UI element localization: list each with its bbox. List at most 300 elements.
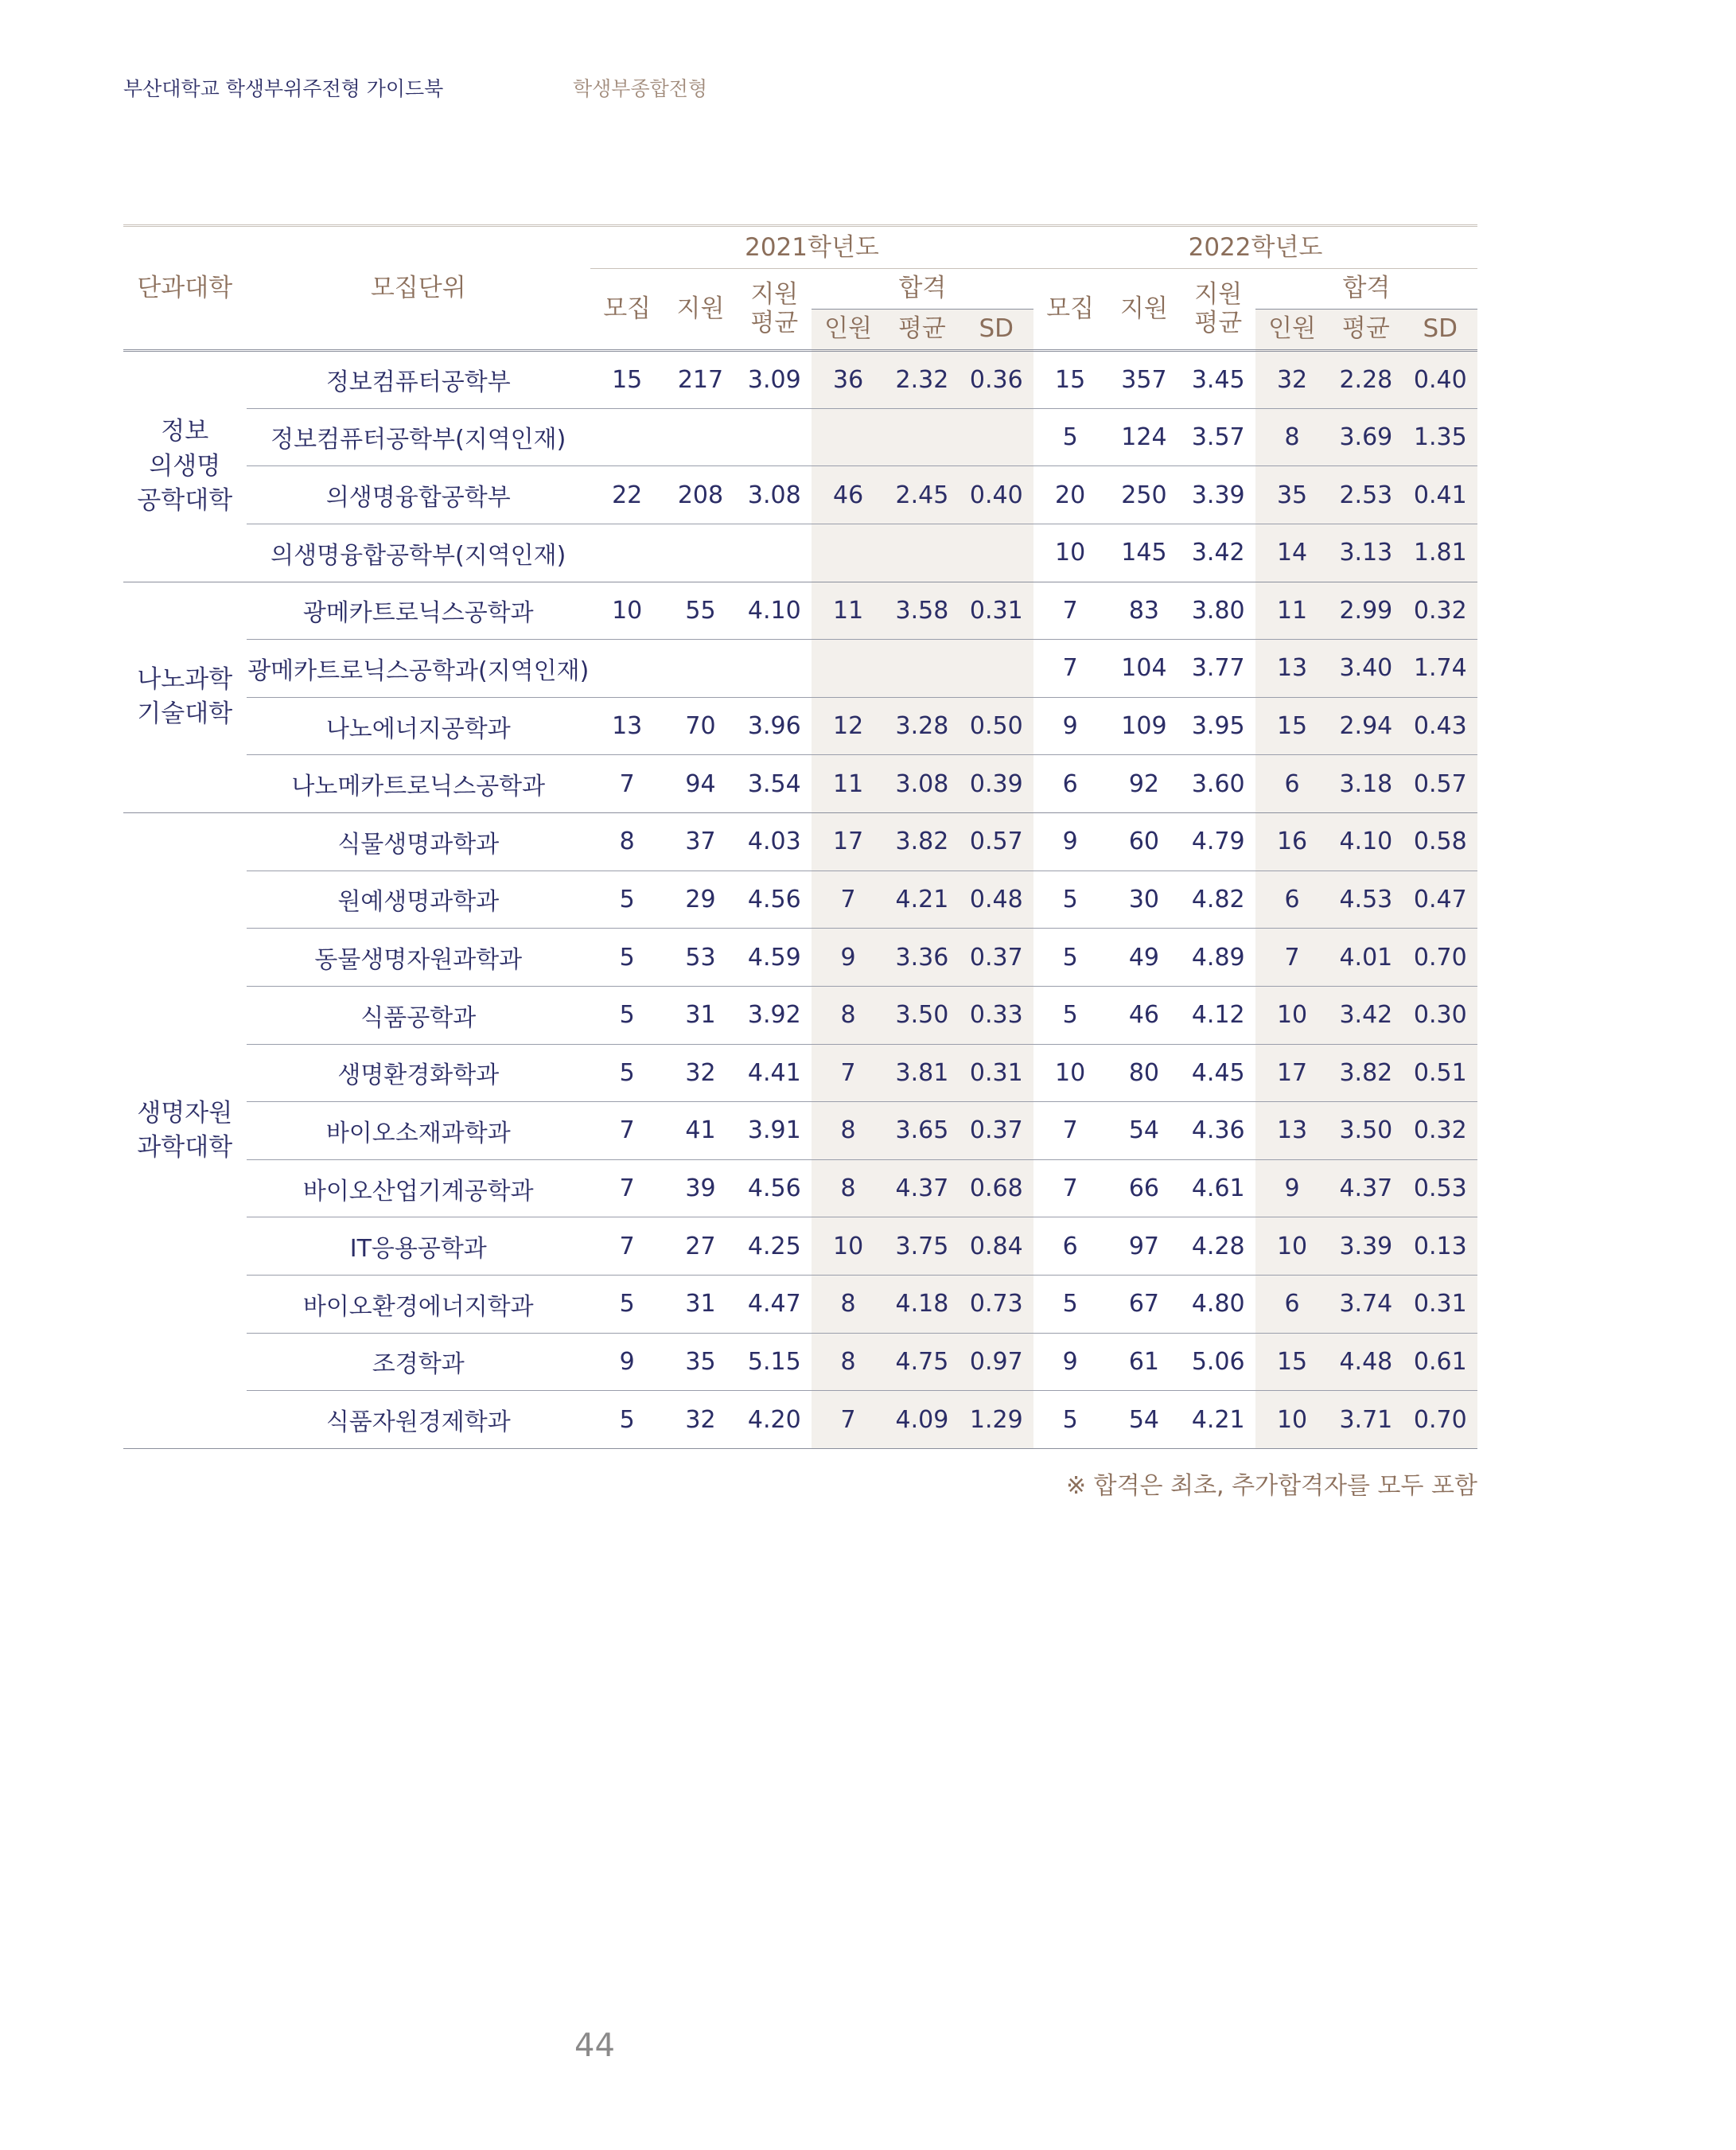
value-cell xyxy=(664,524,737,582)
value-cell: 10 xyxy=(1255,1391,1329,1449)
value-cell: 5 xyxy=(590,929,664,987)
table-row xyxy=(123,697,1477,755)
value-cell: 6 xyxy=(1255,1276,1329,1334)
value-cell: 4.25 xyxy=(738,1217,812,1276)
value-cell: 0.84 xyxy=(959,1217,1033,1276)
value-cell: 3.36 xyxy=(885,929,959,987)
value-cell: 7 xyxy=(590,1217,664,1276)
value-cell: 3.08 xyxy=(885,755,959,813)
value-cell: 37 xyxy=(664,813,737,871)
value-cell xyxy=(812,640,885,698)
value-cell: 5 xyxy=(590,1391,664,1449)
value-cell: 29 xyxy=(664,871,737,929)
value-cell: 15 xyxy=(1255,1333,1329,1391)
unit-cell: 식품공학과 xyxy=(247,986,590,1044)
college-name-line: 공학대학 xyxy=(137,485,233,515)
table-row xyxy=(123,1044,1477,1102)
value-cell: 20 xyxy=(1033,466,1107,524)
value-cell: 0.31 xyxy=(1403,1276,1477,1334)
value-cell: 0.32 xyxy=(1403,582,1477,640)
col-header-apply: 지원 xyxy=(664,269,737,351)
value-cell: 0.33 xyxy=(959,986,1033,1044)
table-row xyxy=(123,466,1477,524)
value-cell: 9 xyxy=(1033,1333,1107,1391)
value-cell: 4.20 xyxy=(738,1391,812,1449)
value-cell: 0.41 xyxy=(1403,466,1477,524)
value-cell: 3.58 xyxy=(885,582,959,640)
value-cell: 0.47 xyxy=(1403,871,1477,929)
value-cell: 3.60 xyxy=(1181,755,1255,813)
value-cell: 4.79 xyxy=(1181,813,1255,871)
value-cell: 5 xyxy=(590,1276,664,1334)
value-cell: 0.57 xyxy=(959,813,1033,871)
value-cell xyxy=(590,408,664,466)
value-cell xyxy=(590,524,664,582)
value-cell: 4.28 xyxy=(1181,1217,1255,1276)
value-cell: 83 xyxy=(1107,582,1181,640)
value-cell: 3.13 xyxy=(1329,524,1403,582)
value-cell xyxy=(664,408,737,466)
value-cell: 3.42 xyxy=(1181,524,1255,582)
value-cell: 80 xyxy=(1107,1044,1181,1102)
value-cell: 104 xyxy=(1107,640,1181,698)
value-cell xyxy=(738,640,812,698)
value-cell: 5 xyxy=(1033,986,1107,1044)
running-header-section: 학생부종합전형 xyxy=(573,77,708,100)
table-row xyxy=(123,1276,1477,1334)
col-header-apply-avg: 지원 평균 xyxy=(738,269,812,351)
value-cell: 12 xyxy=(812,697,885,755)
value-cell xyxy=(664,640,737,698)
value-cell: 1.29 xyxy=(959,1391,1033,1449)
value-cell: 0.39 xyxy=(959,755,1033,813)
college-name-line: 생명자원 xyxy=(137,1098,233,1128)
value-cell: 3.65 xyxy=(885,1102,959,1160)
value-cell: 0.31 xyxy=(959,582,1033,640)
value-cell: 67 xyxy=(1107,1276,1181,1334)
value-cell: 0.57 xyxy=(1403,755,1477,813)
value-cell: 30 xyxy=(1107,871,1181,929)
table-row xyxy=(123,1391,1477,1449)
value-cell: 3.82 xyxy=(1329,1044,1403,1102)
value-cell: 10 xyxy=(590,582,664,640)
col-header-recruit: 모집 xyxy=(590,269,664,351)
value-cell: 66 xyxy=(1107,1159,1181,1217)
value-cell: 250 xyxy=(1107,466,1181,524)
value-cell xyxy=(738,524,812,582)
value-cell: 3.45 xyxy=(1181,351,1255,409)
value-cell: 3.40 xyxy=(1329,640,1403,698)
value-cell: 6 xyxy=(1255,755,1329,813)
value-cell: 5 xyxy=(590,1044,664,1102)
col-header-year-2022: 2022학년도 xyxy=(1033,228,1477,269)
value-cell: 0.48 xyxy=(959,871,1033,929)
value-cell: 92 xyxy=(1107,755,1181,813)
value-cell xyxy=(959,640,1033,698)
value-cell: 13 xyxy=(1255,1102,1329,1160)
page-number: 44 xyxy=(574,2027,615,2064)
value-cell: 3.82 xyxy=(885,813,959,871)
value-cell: 0.68 xyxy=(959,1159,1033,1217)
value-cell: 208 xyxy=(664,466,737,524)
admission-results-table xyxy=(123,228,1477,1449)
value-cell: 3.50 xyxy=(885,986,959,1044)
value-cell: 7 xyxy=(590,1159,664,1217)
table-row xyxy=(123,986,1477,1044)
value-cell: 2.28 xyxy=(1329,351,1403,409)
value-cell: 17 xyxy=(812,813,885,871)
value-cell: 35 xyxy=(664,1333,737,1391)
value-cell: 7 xyxy=(1033,640,1107,698)
value-cell: 3.57 xyxy=(1181,408,1255,466)
value-cell: 9 xyxy=(1033,813,1107,871)
unit-cell: 나노메카트로닉스공학과 xyxy=(247,755,590,813)
footnote: ※ 합격은 최초, 추가합격자를 모두 포함 xyxy=(1065,1472,1477,1500)
value-cell: 3.95 xyxy=(1181,697,1255,755)
value-cell: 17 xyxy=(1255,1044,1329,1102)
value-cell: 7 xyxy=(812,1391,885,1449)
value-cell: 3.39 xyxy=(1329,1217,1403,1276)
value-cell: 4.48 xyxy=(1329,1333,1403,1391)
value-cell: 8 xyxy=(812,986,885,1044)
value-cell: 0.70 xyxy=(1403,1391,1477,1449)
unit-cell: 원예생명과학과 xyxy=(247,871,590,929)
value-cell: 4.21 xyxy=(885,871,959,929)
value-cell: 0.58 xyxy=(1403,813,1477,871)
value-cell: 4.21 xyxy=(1181,1391,1255,1449)
value-cell: 41 xyxy=(664,1102,737,1160)
value-cell: 13 xyxy=(590,697,664,755)
value-cell: 2.45 xyxy=(885,466,959,524)
col-header-pass-count: 인원 xyxy=(1255,310,1329,351)
value-cell xyxy=(812,524,885,582)
unit-cell: 바이오환경에너지학과 xyxy=(247,1276,590,1334)
value-cell: 3.80 xyxy=(1181,582,1255,640)
table-row xyxy=(123,1217,1477,1276)
value-cell: 3.42 xyxy=(1329,986,1403,1044)
value-cell: 32 xyxy=(664,1391,737,1449)
value-cell: 4.47 xyxy=(738,1276,812,1334)
value-cell: 0.43 xyxy=(1403,697,1477,755)
value-cell: 61 xyxy=(1107,1333,1181,1391)
value-cell: 70 xyxy=(664,697,737,755)
value-cell: 3.18 xyxy=(1329,755,1403,813)
value-cell: 3.91 xyxy=(738,1102,812,1160)
value-cell: 3.96 xyxy=(738,697,812,755)
value-cell: 60 xyxy=(1107,813,1181,871)
value-cell: 6 xyxy=(1033,1217,1107,1276)
value-cell: 4.41 xyxy=(738,1044,812,1102)
col-header-pass-avg: 평균 xyxy=(885,310,959,351)
value-cell: 0.73 xyxy=(959,1276,1033,1334)
value-cell: 0.40 xyxy=(959,466,1033,524)
college-cell xyxy=(123,582,247,813)
unit-cell: 바이오산업기계공학과 xyxy=(247,1159,590,1217)
value-cell: 32 xyxy=(664,1044,737,1102)
value-cell: 3.08 xyxy=(738,466,812,524)
value-cell: 5 xyxy=(1033,871,1107,929)
unit-cell: 정보컴퓨터공학부(지역인재) xyxy=(247,408,590,466)
value-cell: 357 xyxy=(1107,351,1181,409)
table-row xyxy=(123,582,1477,640)
value-cell: 4.61 xyxy=(1181,1159,1255,1217)
college-name-line: 정보 xyxy=(161,417,209,446)
col-header-sd: SD xyxy=(959,310,1033,351)
value-cell: 27 xyxy=(664,1217,737,1276)
value-cell: 3.75 xyxy=(885,1217,959,1276)
value-cell: 4.75 xyxy=(885,1333,959,1391)
value-cell: 94 xyxy=(664,755,737,813)
table-row xyxy=(123,1333,1477,1391)
unit-cell: 광메카트로닉스공학과(지역인재) xyxy=(247,640,590,698)
table-row xyxy=(123,871,1477,929)
value-cell: 8 xyxy=(812,1333,885,1391)
value-cell: 3.69 xyxy=(1329,408,1403,466)
college-cell xyxy=(123,351,247,582)
value-cell: 0.37 xyxy=(959,929,1033,987)
unit-cell: 식물생명과학과 xyxy=(247,813,590,871)
unit-cell: 식품자원경제학과 xyxy=(247,1391,590,1449)
value-cell: 0.30 xyxy=(1403,986,1477,1044)
col-header-sd: SD xyxy=(1403,310,1477,351)
value-cell: 15 xyxy=(590,351,664,409)
value-cell: 7 xyxy=(812,871,885,929)
running-header-title: 부산대학교 학생부위주전형 가이드북 xyxy=(123,77,444,100)
value-cell xyxy=(885,408,959,466)
value-cell: 15 xyxy=(1255,697,1329,755)
value-cell: 39 xyxy=(664,1159,737,1217)
value-cell: 35 xyxy=(1255,466,1329,524)
college-name-line: 의생명 xyxy=(149,451,221,481)
value-cell: 0.36 xyxy=(959,351,1033,409)
value-cell: 16 xyxy=(1255,813,1329,871)
value-cell: 4.37 xyxy=(885,1159,959,1217)
value-cell: 4.09 xyxy=(885,1391,959,1449)
value-cell: 11 xyxy=(812,755,885,813)
col-header-apply: 지원 xyxy=(1107,269,1181,351)
value-cell: 3.09 xyxy=(738,351,812,409)
value-cell: 11 xyxy=(812,582,885,640)
unit-cell: 나노에너지공학과 xyxy=(247,697,590,755)
value-cell: 4.36 xyxy=(1181,1102,1255,1160)
value-cell: 7 xyxy=(1255,929,1329,987)
college-name-line: 나노과학 xyxy=(137,664,233,694)
unit-cell: IT응용공학과 xyxy=(247,1217,590,1276)
unit-cell: 의생명융합공학부 xyxy=(247,466,590,524)
value-cell: 8 xyxy=(812,1102,885,1160)
value-cell: 3.71 xyxy=(1329,1391,1403,1449)
college-name-line: 과학대학 xyxy=(137,1133,233,1162)
unit-cell: 의생명융합공학부(지역인재) xyxy=(247,524,590,582)
value-cell: 31 xyxy=(664,1276,737,1334)
value-cell: 109 xyxy=(1107,697,1181,755)
col-header-college: 단과대학 xyxy=(123,228,247,351)
value-cell: 10 xyxy=(1033,1044,1107,1102)
college-cell xyxy=(123,813,247,1449)
value-cell: 0.37 xyxy=(959,1102,1033,1160)
table-row xyxy=(123,929,1477,987)
value-cell: 22 xyxy=(590,466,664,524)
col-header-apply-avg: 지원 평균 xyxy=(1181,269,1255,351)
value-cell: 5 xyxy=(1033,929,1107,987)
value-cell: 55 xyxy=(664,582,737,640)
value-cell: 31 xyxy=(664,986,737,1044)
value-cell: 124 xyxy=(1107,408,1181,466)
col-header-recruit: 모집 xyxy=(1033,269,1107,351)
value-cell: 15 xyxy=(1033,351,1107,409)
value-cell: 4.89 xyxy=(1181,929,1255,987)
value-cell: 9 xyxy=(1255,1159,1329,1217)
value-cell: 4.18 xyxy=(885,1276,959,1334)
value-cell: 3.50 xyxy=(1329,1102,1403,1160)
value-cell: 53 xyxy=(664,929,737,987)
unit-cell: 조경학과 xyxy=(247,1333,590,1391)
value-cell: 3.28 xyxy=(885,697,959,755)
col-header-pass-count: 인원 xyxy=(812,310,885,351)
value-cell xyxy=(959,524,1033,582)
value-cell: 0.70 xyxy=(1403,929,1477,987)
unit-cell: 바이오소재과학과 xyxy=(247,1102,590,1160)
col-header-unit: 모집단위 xyxy=(247,228,590,351)
value-cell: 0.50 xyxy=(959,697,1033,755)
value-cell: 4.56 xyxy=(738,1159,812,1217)
value-cell: 0.13 xyxy=(1403,1217,1477,1276)
value-cell: 3.81 xyxy=(885,1044,959,1102)
value-cell: 5.06 xyxy=(1181,1333,1255,1391)
value-cell: 2.32 xyxy=(885,351,959,409)
value-cell: 1.35 xyxy=(1403,408,1477,466)
value-cell: 4.03 xyxy=(738,813,812,871)
value-cell: 4.53 xyxy=(1329,871,1403,929)
value-cell: 54 xyxy=(1107,1391,1181,1449)
value-cell: 2.94 xyxy=(1329,697,1403,755)
value-cell: 6 xyxy=(1033,755,1107,813)
value-cell: 2.99 xyxy=(1329,582,1403,640)
value-cell: 2.53 xyxy=(1329,466,1403,524)
value-cell: 4.45 xyxy=(1181,1044,1255,1102)
value-cell: 5 xyxy=(590,986,664,1044)
value-cell: 5 xyxy=(590,871,664,929)
value-cell: 4.37 xyxy=(1329,1159,1403,1217)
value-cell: 13 xyxy=(1255,640,1329,698)
col-header-year-2021: 2021학년도 xyxy=(590,228,1033,269)
table-row xyxy=(123,813,1477,871)
value-cell xyxy=(590,640,664,698)
value-cell: 9 xyxy=(1033,697,1107,755)
value-cell: 7 xyxy=(590,755,664,813)
value-cell: 5.15 xyxy=(738,1333,812,1391)
value-cell: 11 xyxy=(1255,582,1329,640)
value-cell: 32 xyxy=(1255,351,1329,409)
table-row xyxy=(123,755,1477,813)
value-cell xyxy=(885,524,959,582)
unit-cell: 생명환경화학과 xyxy=(247,1044,590,1102)
value-cell: 1.81 xyxy=(1403,524,1477,582)
value-cell: 36 xyxy=(812,351,885,409)
value-cell: 3.92 xyxy=(738,986,812,1044)
value-cell: 4.10 xyxy=(738,582,812,640)
value-cell: 1.74 xyxy=(1403,640,1477,698)
value-cell: 5 xyxy=(1033,1391,1107,1449)
value-cell: 0.40 xyxy=(1403,351,1477,409)
value-cell: 10 xyxy=(812,1217,885,1276)
value-cell: 3.54 xyxy=(738,755,812,813)
value-cell: 10 xyxy=(1255,986,1329,1044)
value-cell: 8 xyxy=(1255,408,1329,466)
unit-cell: 동물생명자원과학과 xyxy=(247,929,590,987)
value-cell: 4.56 xyxy=(738,871,812,929)
value-cell: 217 xyxy=(664,351,737,409)
college-name-line: 기술대학 xyxy=(137,699,233,729)
value-cell: 10 xyxy=(1255,1217,1329,1276)
value-cell xyxy=(738,408,812,466)
value-cell: 3.39 xyxy=(1181,466,1255,524)
col-header-pass-avg: 평균 xyxy=(1329,310,1403,351)
value-cell: 0.51 xyxy=(1403,1044,1477,1102)
table-row xyxy=(123,524,1477,582)
value-cell: 49 xyxy=(1107,929,1181,987)
value-cell: 8 xyxy=(590,813,664,871)
value-cell: 7 xyxy=(590,1102,664,1160)
value-cell: 46 xyxy=(1107,986,1181,1044)
value-cell: 8 xyxy=(812,1159,885,1217)
value-cell: 10 xyxy=(1033,524,1107,582)
col-header-pass: 합격 xyxy=(812,269,1033,310)
unit-cell: 광메카트로닉스공학과 xyxy=(247,582,590,640)
value-cell: 9 xyxy=(590,1333,664,1391)
table-top-rule xyxy=(123,224,1477,227)
value-cell: 97 xyxy=(1107,1217,1181,1276)
value-cell xyxy=(812,408,885,466)
value-cell: 0.61 xyxy=(1403,1333,1477,1391)
value-cell: 7 xyxy=(1033,1102,1107,1160)
value-cell: 0.97 xyxy=(959,1333,1033,1391)
table-row xyxy=(123,408,1477,466)
table-row xyxy=(123,351,1477,409)
value-cell: 4.82 xyxy=(1181,871,1255,929)
value-cell: 4.10 xyxy=(1329,813,1403,871)
value-cell: 7 xyxy=(812,1044,885,1102)
value-cell: 3.74 xyxy=(1329,1276,1403,1334)
unit-cell: 정보컴퓨터공학부 xyxy=(247,351,590,409)
value-cell: 4.80 xyxy=(1181,1276,1255,1334)
value-cell: 3.77 xyxy=(1181,640,1255,698)
value-cell: 5 xyxy=(1033,408,1107,466)
value-cell: 7 xyxy=(1033,1159,1107,1217)
value-cell: 5 xyxy=(1033,1276,1107,1334)
table-row xyxy=(123,1159,1477,1217)
value-cell: 4.12 xyxy=(1181,986,1255,1044)
table-row xyxy=(123,1102,1477,1160)
value-cell: 54 xyxy=(1107,1102,1181,1160)
value-cell xyxy=(959,408,1033,466)
value-cell: 4.01 xyxy=(1329,929,1403,987)
table-row xyxy=(123,640,1477,698)
value-cell: 46 xyxy=(812,466,885,524)
value-cell: 0.31 xyxy=(959,1044,1033,1102)
col-header-pass: 합격 xyxy=(1255,269,1477,310)
value-cell: 4.59 xyxy=(738,929,812,987)
value-cell xyxy=(885,640,959,698)
value-cell: 7 xyxy=(1033,582,1107,640)
value-cell: 8 xyxy=(812,1276,885,1334)
value-cell: 145 xyxy=(1107,524,1181,582)
value-cell: 9 xyxy=(812,929,885,987)
value-cell: 6 xyxy=(1255,871,1329,929)
value-cell: 14 xyxy=(1255,524,1329,582)
value-cell: 0.32 xyxy=(1403,1102,1477,1160)
value-cell: 0.53 xyxy=(1403,1159,1477,1217)
